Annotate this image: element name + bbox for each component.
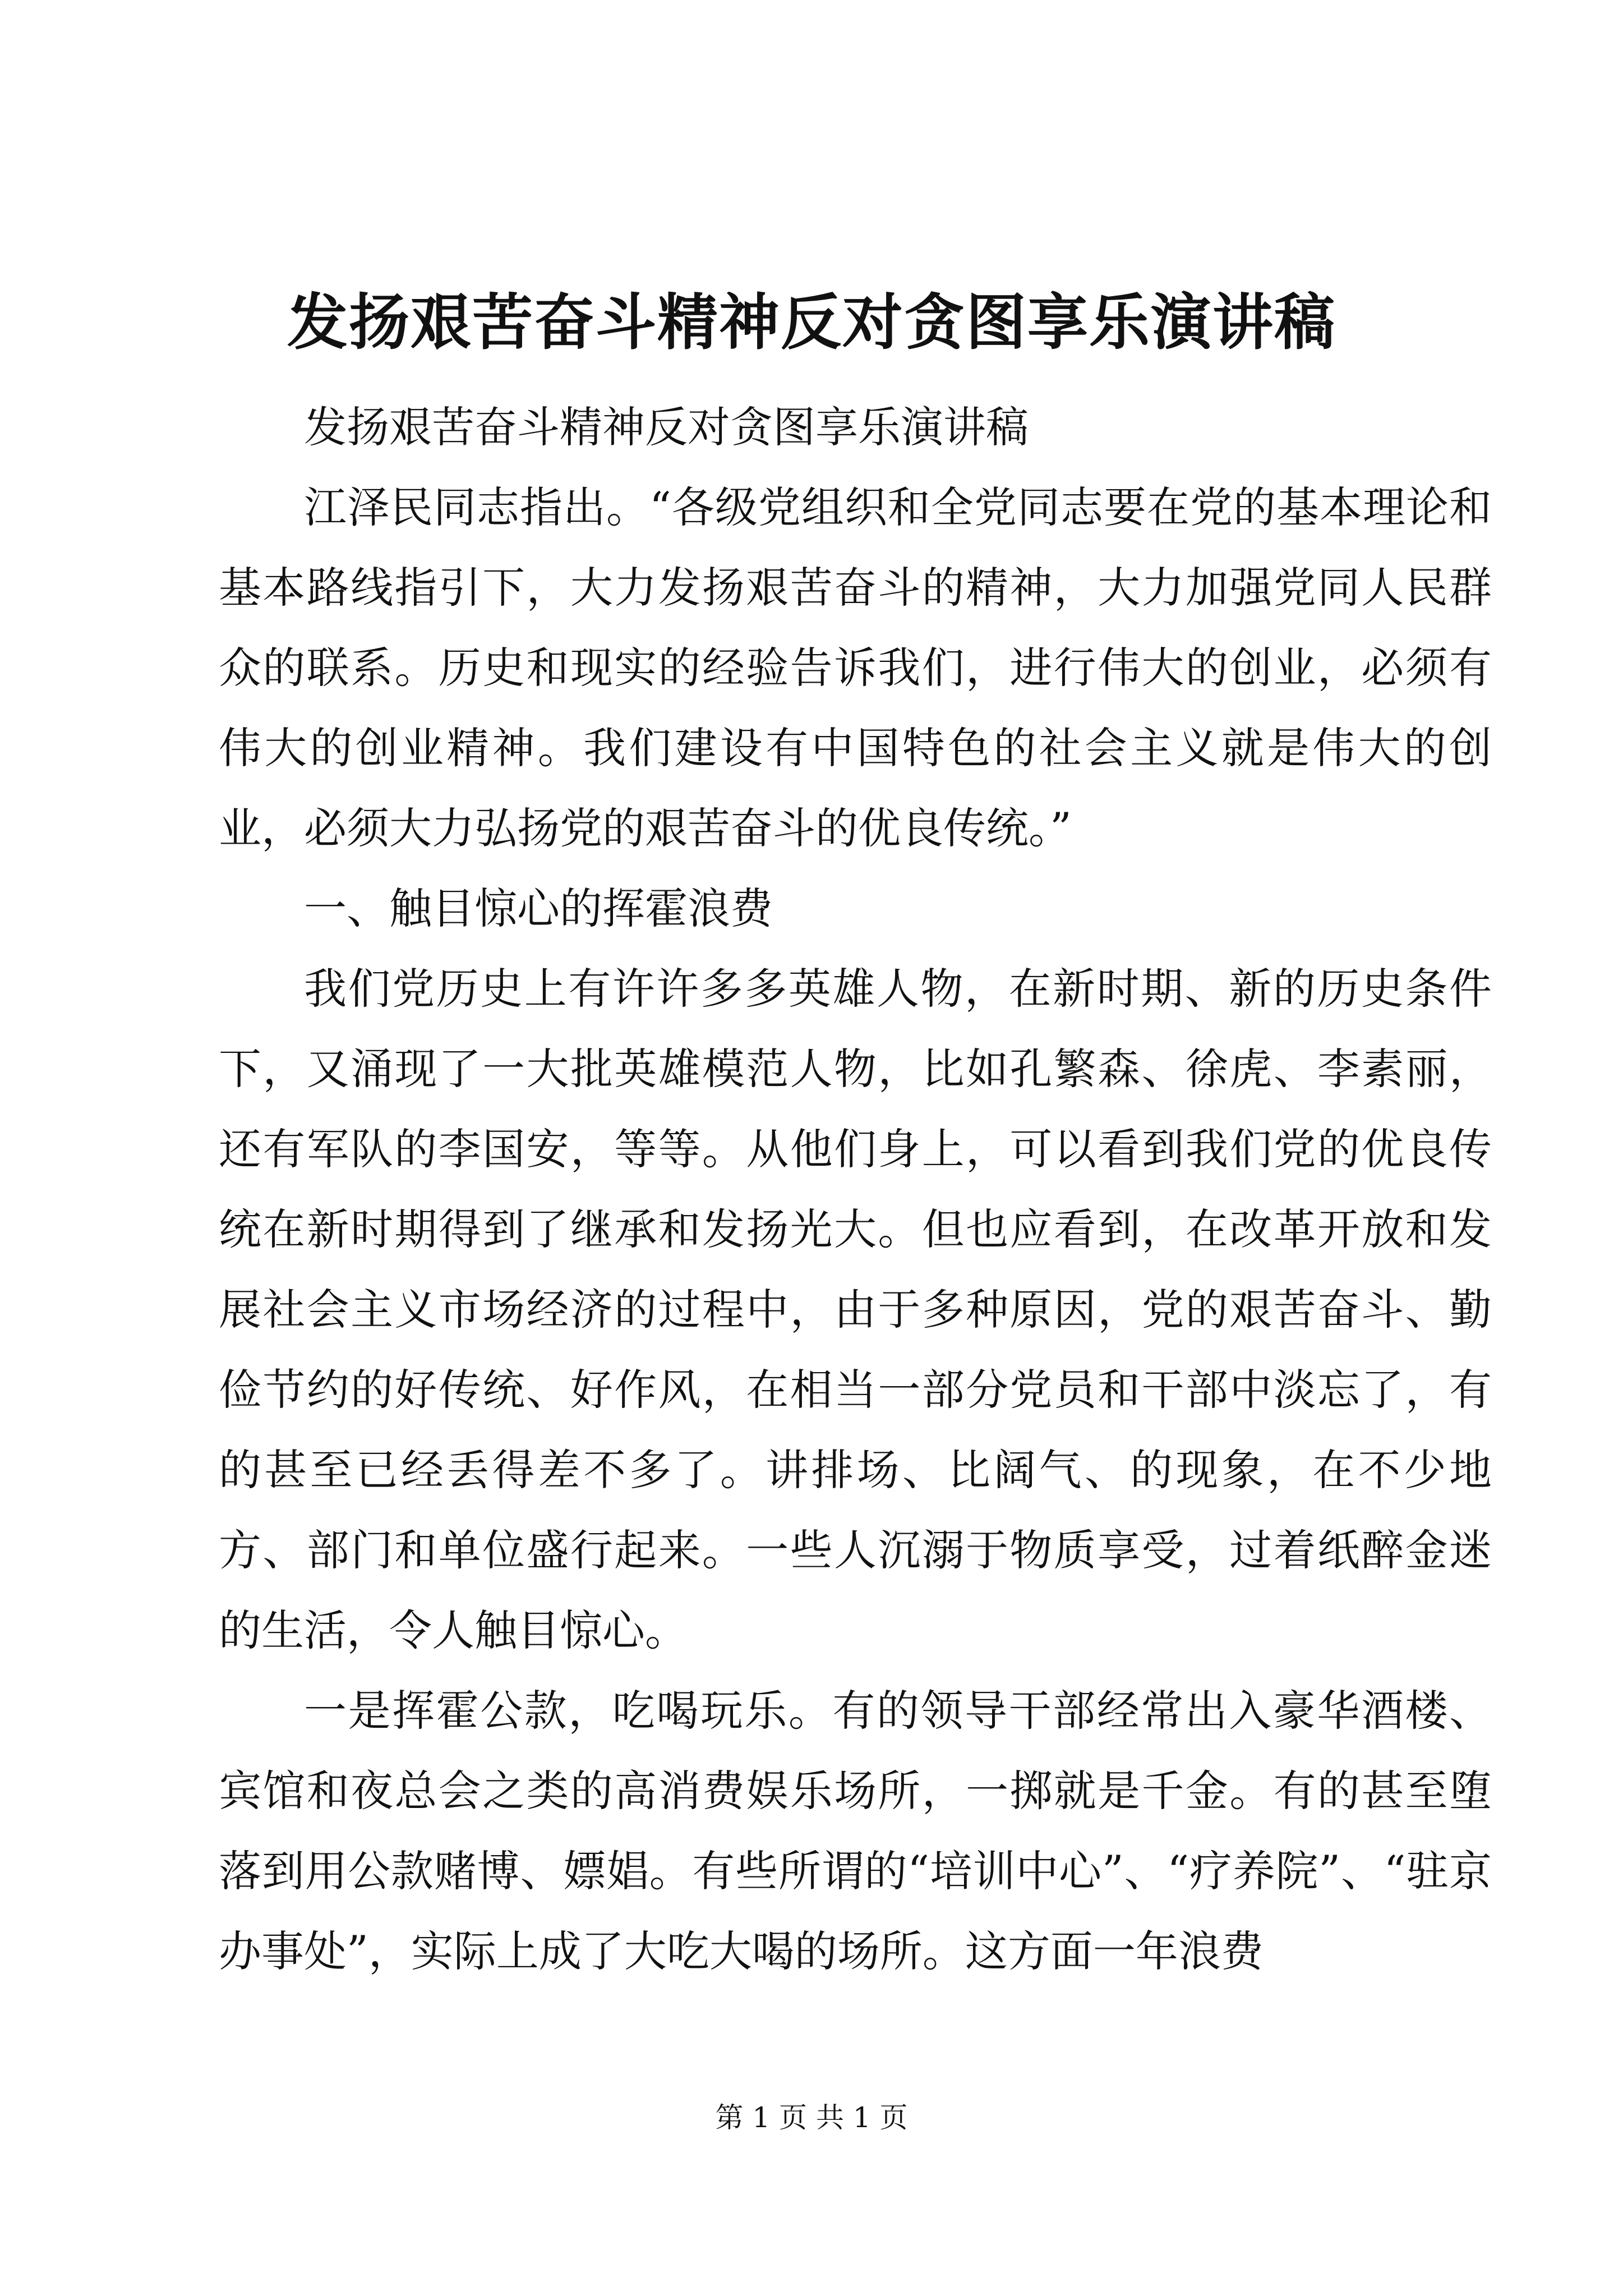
document-body (219, 387, 1492, 1991)
page-number: 第 1 页 共 1 页 (715, 2101, 908, 2134)
paragraph-subtitle: 发扬艰苦奋斗精神反对贪图享乐演讲稿 (304, 402, 1029, 452)
paragraph-quote: 江泽民同志指出。“各级党组织和全党同志要在党的基本理论和基本路线指引下，大力发扬艰苦奋斗的精神，大力加强党同人民群众的联系。历史和现实的经验告诉我们，进行伟大的创业，必须有伟大的创业精神。我们建设有中国特色的社会主义就是伟大的创业，必须大力弘扬党的艰苦奋斗的优良传统。” (219, 482, 1492, 853)
paragraph-heroes: 我们党历史上有许许多多英雄人物，在新时期、新的历史条件下，又涌现了一大批英雄模范人物，比如孔繁森、徐虎、李素丽，还有军队的李国安，等等。从他们身上，可以看到我们党的优良传统在新时期得到了继承和发扬光大。但也应看到，在改革开放和发展社会主义市场经济的过程中，由于多种原因，党的艰苦奋斗、勤俭节约的好传统、好作风，在相当一部分党员和干部中淡忘了，有的甚至已经丢得差不多了。讲排场、比阔气、的现象，在不少地方、部门和单位盛行起来。一些人沉溺于物质享受，过着纸醉金迷的生活，令人触目惊心。 (219, 964, 1492, 1655)
paragraph-waste: 一是挥霍公款，吃喝玩乐。有的领导干部经常出入豪华酒楼、宾馆和夜总会之类的高消费娱乐场所，一掷就是千金。有的甚至堕落到用公款赌博、嫖娼。有些所谓的“培训中心”、“疗养院”、“驻京办事处”，实际上成了大吃大喝的场所。这方面一年浪费 (219, 1686, 1492, 1976)
document-title: 发扬艰苦奋斗精神反对贪图享乐演讲稿 (287, 287, 1336, 358)
section-heading: 一、触目惊心的挥霍浪费 (304, 884, 773, 933)
